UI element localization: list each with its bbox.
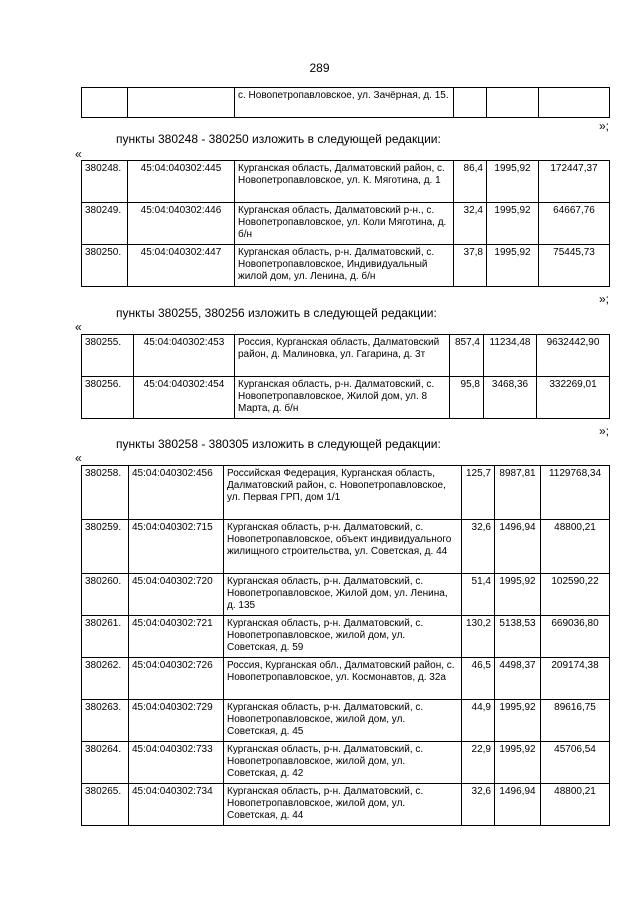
address: Российская Федерация, Курганская область, Далматовский район, с. Новопетропавловское, ул. Первая ГРП, дом 1/1 — [224, 466, 462, 520]
table-row — [82, 203, 610, 245]
cadastral-number: 45:04:040302:446 — [128, 203, 235, 245]
area: 46,5 — [462, 658, 495, 700]
area: 857,4 — [450, 335, 484, 377]
amendment-table — [81, 334, 610, 419]
rate: 8987,81 — [495, 466, 541, 520]
row-number: 380260. — [82, 574, 129, 616]
address: Курганская область, р-н. Далматовский, с. Новопетропавловское, Индивидуальный жилой дом, ул. Ленина, д. б/н — [235, 245, 454, 287]
row-number — [82, 88, 128, 118]
closing-quote: »; — [598, 292, 609, 306]
cadastral-number: 45:04:040302:715 — [129, 520, 224, 574]
table-row — [82, 466, 610, 520]
row-number: 380262. — [82, 658, 129, 700]
rate: 5138,53 — [495, 616, 541, 658]
rate: 3468,36 — [484, 377, 537, 419]
address: с. Новопетропавловское, ул. Зачёрная, д. 15. — [235, 88, 454, 118]
row-number: 380249. — [82, 203, 128, 245]
area: 44,9 — [462, 700, 495, 742]
amendment-table — [81, 465, 610, 826]
row-number: 380256. — [82, 377, 134, 419]
row-number: 380264. — [82, 742, 129, 784]
cadastral-value: 45706,54 — [541, 742, 610, 784]
address: Курганская область, р-н. Далматовский, с. Новопетропавловское, жилой дом, ул. Советская, д. 42 — [224, 742, 462, 784]
cadastral-number: 45:04:040302:733 — [129, 742, 224, 784]
closing-quote: »; — [598, 119, 609, 133]
table-row — [82, 520, 610, 574]
cadastral-number: 45:04:040302:729 — [129, 700, 224, 742]
row-number: 380265. — [82, 784, 129, 826]
area — [454, 88, 487, 118]
table-row — [82, 574, 610, 616]
opening-quote: « — [75, 147, 82, 161]
area: 95,8 — [450, 377, 484, 419]
rate: 1496,94 — [495, 520, 541, 574]
continuation-table — [81, 87, 610, 118]
area: 32,6 — [462, 520, 495, 574]
rate: 1995,92 — [487, 161, 539, 203]
cadastral-number: 45:04:040302:721 — [129, 616, 224, 658]
table-row — [82, 161, 610, 203]
cadastral-value: 102590,22 — [541, 574, 610, 616]
opening-quote: « — [75, 451, 82, 465]
cadastral-value: 48800,21 — [541, 520, 610, 574]
cadastral-number: 45:04:040302:445 — [128, 161, 235, 203]
rate: 1995,92 — [487, 203, 539, 245]
table-row — [82, 616, 610, 658]
area: 32,6 — [462, 784, 495, 826]
row-number: 380259. — [82, 520, 129, 574]
area: 130,2 — [462, 616, 495, 658]
row-number: 380248. — [82, 161, 128, 203]
address: Россия, Курганская область, Далматовский район, д. Малиновка, ул. Гагарина, д. 3т — [235, 335, 450, 377]
address: Россия, Курганская обл., Далматовский район, с. Новопетропавловское, ул. Космонавтов, д. 32а — [224, 658, 462, 700]
table-row — [82, 742, 610, 784]
cadastral-value: 209174,38 — [541, 658, 610, 700]
row-number: 380261. — [82, 616, 129, 658]
page-number: 289 — [309, 61, 330, 75]
cadastral-value: 48800,21 — [541, 784, 610, 826]
opening-quote: « — [75, 320, 82, 334]
area: 32,4 — [454, 203, 487, 245]
table-row — [82, 335, 610, 377]
address: Курганская область, Далматовский р-н., с. Новопетропавловское, ул. Коли Мяготина, д. б/н — [235, 203, 454, 245]
address: Курганская область, р-н. Далматовский, с. Новопетропавловское, жилой дом, ул. Советская, д. 45 — [224, 700, 462, 742]
address: Курганская область, р-н. Далматовский, с. Новопетропавловское, жилой дом, ул. Советская, д. 44 — [224, 784, 462, 826]
table-row — [82, 700, 610, 742]
rate — [487, 88, 539, 118]
address: Курганская область, р-н. Далматовский, с. Новопетропавловское, объект индивидуального жилищного строительства, ул. Советская, д. 44 — [224, 520, 462, 574]
rate: 1995,92 — [495, 700, 541, 742]
closing-quote: »; — [598, 424, 609, 438]
cadastral-value: 172447,37 — [539, 161, 610, 203]
row-number: 380250. — [82, 245, 128, 287]
section-heading: пункты 380248 - 380250 изложить в следующей редакции: — [116, 132, 441, 146]
section-heading: пункты 380255, 380256 изложить в следующей редакции: — [116, 306, 437, 320]
rate: 1496,94 — [495, 784, 541, 826]
area: 22,9 — [462, 742, 495, 784]
rate: 4498,37 — [495, 658, 541, 700]
row-number: 380255. — [82, 335, 134, 377]
amendment-table — [81, 160, 610, 287]
cadastral-value: 75445,73 — [539, 245, 610, 287]
area: 125,7 — [462, 466, 495, 520]
cadastral-number — [128, 88, 235, 118]
cadastral-value: 332269,01 — [537, 377, 610, 419]
table-row — [82, 88, 610, 118]
cadastral-value: 64667,76 — [539, 203, 610, 245]
cadastral-value: 89616,75 — [541, 700, 610, 742]
rate: 1995,92 — [487, 245, 539, 287]
section-heading: пункты 380258 - 380305 изложить в следующей редакции: — [116, 437, 441, 451]
address: Курганская область, р-н. Далматовский, с. Новопетропавловское, жилой дом, ул. Советская, д. 59 — [224, 616, 462, 658]
table-row — [82, 658, 610, 700]
cadastral-number: 45:04:040302:456 — [129, 466, 224, 520]
cadastral-number: 45:04:040302:726 — [129, 658, 224, 700]
table-row — [82, 377, 610, 419]
cadastral-value: 669036,80 — [541, 616, 610, 658]
area: 37,8 — [454, 245, 487, 287]
cadastral-number: 45:04:040302:454 — [134, 377, 235, 419]
cadastral-number: 45:04:040302:734 — [129, 784, 224, 826]
address: Курганская область, Далматовский район, с. Новопетропавловское, ул. К. Мяготина, д. 1 — [235, 161, 454, 203]
cadastral-number: 45:04:040302:453 — [134, 335, 235, 377]
area: 86,4 — [454, 161, 487, 203]
row-number: 380263. — [82, 700, 129, 742]
address: Курганская область, р-н. Далматовский, с. Новопетропавловское, Жилой дом, ул. 8 Марта, д. б/н — [235, 377, 450, 419]
cadastral-number: 45:04:040302:720 — [129, 574, 224, 616]
table-row — [82, 245, 610, 287]
table-row — [82, 784, 610, 826]
address: Курганская область, р-н. Далматовский, с. Новопетропавловское, Жилой дом, ул. Ленина, д. 135 — [224, 574, 462, 616]
area: 51,4 — [462, 574, 495, 616]
row-number: 380258. — [82, 466, 129, 520]
rate: 11234,48 — [484, 335, 537, 377]
cadastral-value: 1129768,34 — [541, 466, 610, 520]
cadastral-number: 45:04:040302:447 — [128, 245, 235, 287]
cadastral-value — [539, 88, 610, 118]
cadastral-value: 9632442,90 — [537, 335, 610, 377]
rate: 1995,92 — [495, 574, 541, 616]
rate: 1995,92 — [495, 742, 541, 784]
